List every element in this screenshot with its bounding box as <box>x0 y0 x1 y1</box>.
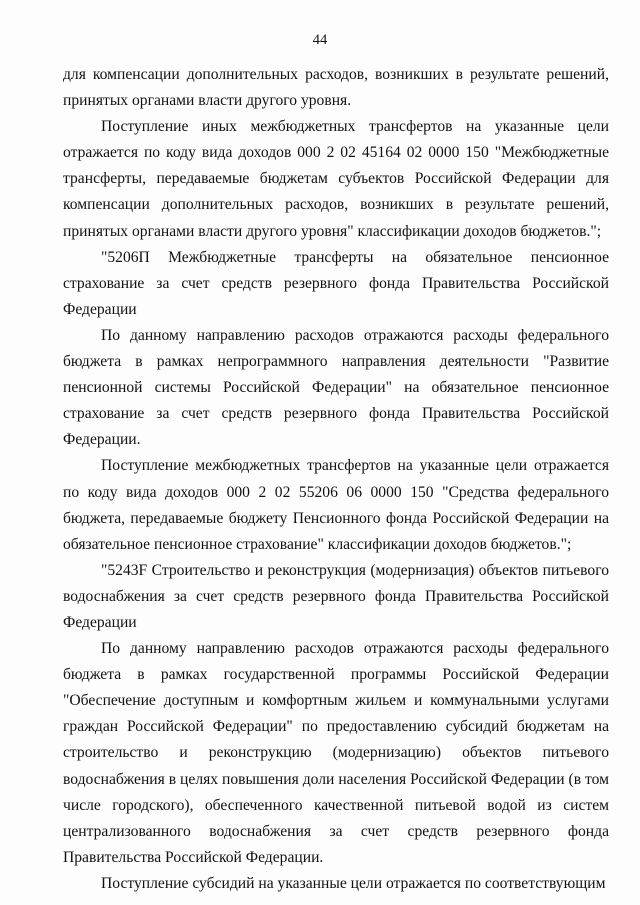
paragraph-income-5243f: Поступление субсидий на указанные цели отражается по соответствующим <box>101 874 606 892</box>
paragraph-expenses-5243f: По данному направлению расходов отражаются расходы федерального бюджета в рамках государственной программы Российской Федерации "Обеспечение доступным и комфортным жильем и коммунальными услугами граждан Российской Федерации" по предоставлению субсидий бюджетам на строительство и реконструкцию (модернизацию) объектов питьевого водоснабжения в целях повышения доли населения Российской Федерации (в том числе городского), обеспеченного качественной питьевой водой из систем централизованного водоснабжения за счет средств резервного фонда Правительства Российской Федерации. <box>63 640 609 866</box>
paragraph-income-5206p: Поступление межбюджетных трансфертов на указанные цели отражается по коду вида доходов 000 2 02 55206 06 0000 150 "Средства федерального бюджета, передаваемые бюджету Пенсионного фонда Российской Федерации на обязательное пенсионное страхование" классификации доходов бюджетов."; <box>63 457 609 553</box>
paragraph-heading-5243f: "5243F Строительство и реконструкция (модернизация) объектов питьевого водоснабжения за счет средств резервного фонда Правительства Российской Федерации <box>63 561 609 631</box>
paragraph-expenses-5206p: По данному направлению расходов отражаются расходы федерального бюджета в рамках непрограммного направления деятельности "Развитие пенсионной системы Российской Федерации" на обязательное пенсионное страхование за счет средств резервного фонда Правительства Российской Федерации. <box>63 326 609 449</box>
page-number: 44 <box>312 32 328 48</box>
document-body <box>63 62 609 897</box>
paragraph-continuation: для компенсации дополнительных расходов, возникших в результате решений, принятых органами власти другого уровня. <box>63 66 609 110</box>
paragraph-heading-5206p: "5206П Межбюджетные трансферты на обязательное пенсионное страхование за счет средств резервного фонда Правительства Российской Федерации <box>63 248 609 318</box>
paragraph-income-transfers: Поступление иных межбюджетных трансфертов на указанные цели отражается по коду вида доходов 000 2 02 45164 02 0000 150 "Межбюджетные трансферты, передаваемые бюджетам субъектов Российской Федерации для компенсации дополнительных расходов, возникших в результате решений, принятых органами власти другого уровня" классификации доходов бюджетов."; <box>63 118 609 240</box>
